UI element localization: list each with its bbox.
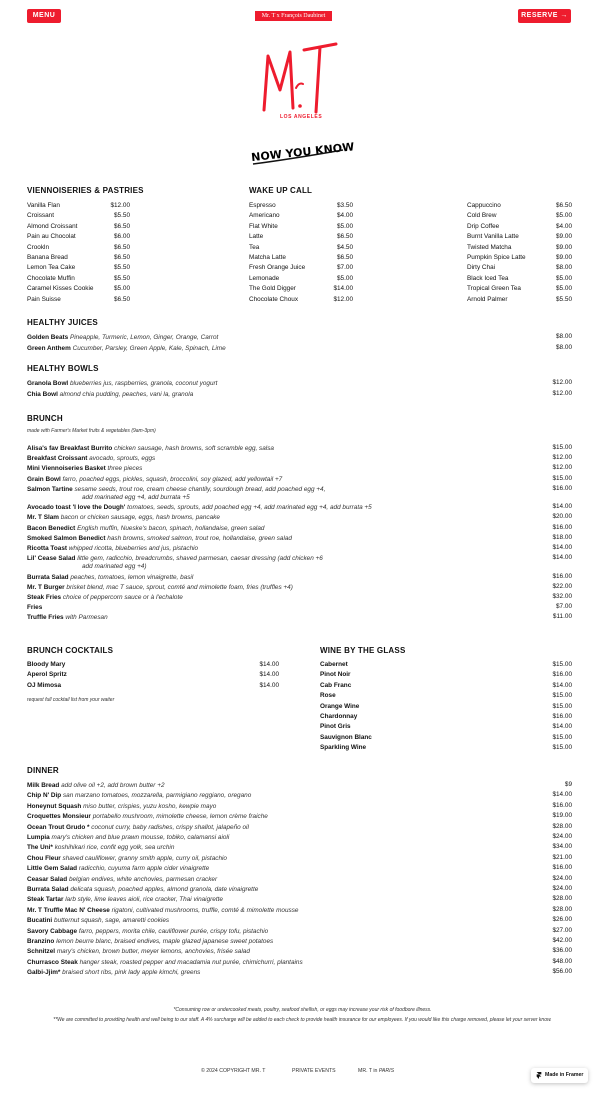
menu-item-price: $4.00 [556, 222, 572, 230]
menu-item-name: Lumpia [27, 834, 50, 841]
top-bar [0, 9, 600, 25]
menu-item-price: $5.00 [556, 285, 572, 293]
menu-item-description: peaches, tomatoes, lemon vinaigrette, basil [70, 573, 194, 581]
wine-title: WINE BY THE GLASS [320, 646, 406, 655]
menu-item-name: Schnitzel [27, 948, 56, 956]
menu-item-description: larb style, lime leaves aioli, rice cracker, Thai vinaigrette [65, 896, 223, 904]
menu-item [27, 875, 217, 885]
menu-item-price: $15.00 [552, 474, 572, 482]
menu-item [27, 454, 155, 464]
menu-item-price: $6.50 [114, 243, 130, 251]
menu-item-price: $24.00 [552, 833, 572, 840]
menu-item-name: Cappuccino [467, 202, 501, 209]
menu-item-price: $11.00 [552, 613, 572, 621]
menu-item-name: Green Anthem [27, 344, 71, 352]
menu-item-name: The Gold Digger [249, 285, 296, 293]
menu-item-price: $9 [564, 781, 572, 788]
juices-title: HEALTHY JUICES [27, 318, 98, 327]
dinner-title: DINNER [27, 766, 59, 775]
menu-item-name: Cabernet [320, 661, 348, 668]
menu-item-price: $5.00 [337, 274, 353, 282]
menu-item-price: $8.00 [556, 333, 572, 340]
menu-item-description: English muffin, Nueske's bacon, spinach, hollandaise, green salad [77, 524, 265, 532]
menu-item [27, 906, 298, 916]
menu-item-description: braised short ribs, pink lady apple kimchi, greens [62, 969, 201, 977]
menu-item-price: $5.50 [114, 212, 130, 220]
menu-item [27, 534, 292, 544]
menu-item-name: Churrasco Steak [27, 958, 78, 966]
menu-item-price: $6.50 [114, 254, 130, 261]
menu-item-name: Chocolate Choux [249, 295, 299, 303]
cocktails-note: request full cocktail list from your waiter [27, 697, 115, 703]
menu-item-price: $14.00 [552, 681, 572, 689]
menu-item [27, 812, 268, 822]
menu-item-price: $16.00 [552, 713, 572, 720]
menu-item-price: $22.00 [552, 582, 572, 590]
menu-item-price: $14.00 [552, 723, 572, 731]
menu-item-price: $20.00 [552, 513, 572, 521]
menu-item-description: delicata squash, poached apples, almond granola, date vinaigrette [70, 886, 259, 893]
menu-item [27, 513, 220, 523]
menu-item-name: Alisa's fav Breakfast Burrito [27, 445, 113, 452]
menu-item-name: Croissant [27, 212, 54, 220]
menu-item-description: belgian endives, white anchovies, parmesan cracker [68, 875, 218, 883]
menu-item-name: OJ Mimosa [27, 681, 62, 689]
menu-item-name: Honeynut Squash [27, 802, 82, 810]
menu-item-name: Chardonnay [320, 713, 358, 720]
cocktails-title: BRUNCH COCKTAILS [27, 646, 114, 655]
menu-item-price: $6.50 [114, 222, 130, 230]
menu-item-description: blueberries jus, raspberries, granola, coconut yogurt [69, 380, 218, 387]
menu-item-name: Golden Beats [27, 334, 69, 341]
menu-item-name: Almond Croissant [27, 222, 78, 230]
menu-item-description: tomatoes, seeds, sprouts, add poached egg +4, add marinated egg +4, add burrata +5 [127, 504, 372, 512]
menu-item-description: shaved cauliflower, granny smith apple, curry oil, pistachio [62, 854, 227, 862]
menu-item-price: $26.00 [552, 916, 572, 924]
menu-item-price: $14.00 [259, 681, 279, 689]
menu-item-price: $8.00 [556, 264, 572, 272]
menu-item-price: $24.00 [552, 885, 572, 892]
menu-item-name: Avocado toast 'I love the Dough' [27, 504, 126, 512]
menu-item [27, 379, 217, 389]
menu-item [27, 524, 264, 534]
menu-item-price: $24.00 [552, 874, 572, 882]
menu-item-name: Smoked Salmon Benedict [27, 534, 106, 542]
brunch-note: made with Farmer's Market fruits & vegetables (9am-3pm) [27, 428, 156, 434]
menu-item-name: Branzino [27, 938, 55, 945]
menu-item-name: Black Iced Tea [467, 274, 509, 282]
menu-item-name: Lemon Tea Cake [27, 264, 76, 272]
menu-item-name: Tea [249, 243, 260, 251]
menu-item-name: Lemonade [249, 274, 280, 282]
menu-item-name: Dirty Chai [467, 264, 496, 272]
paris-link[interactable]: MR. T in PARIS [358, 1068, 395, 1074]
menu-item-description: san marzano tomatoes, mozzarella, parmigiano reggiano, oregano [62, 792, 252, 800]
menu-item-name: Aperol Spritz [27, 671, 67, 679]
menu-item-name: Bacon Benedict [27, 524, 76, 532]
menu-item-description: farro, peppers, morita chile, cauliflower purée, crispy tofu, pistachio [78, 927, 269, 935]
menu-item-description: Pineapple, Turmeric, Lemon, Ginger, Orange, Carrot [69, 334, 219, 341]
menu-item-name: Salmon Tartine [27, 485, 73, 493]
menu-item-price: $6.50 [556, 202, 572, 209]
menu-item-name: Flat White [249, 222, 278, 230]
menu-item-name: Grain Bowl [27, 475, 61, 483]
menu-item [27, 854, 227, 864]
menu-item-price: $18.00 [552, 533, 572, 541]
menu-item-name: Drip Coffee [467, 222, 500, 230]
menu-item-description: little gem, radicchio, breadcrumbs, shaved parmesan, caesar dressing (add chicken +6 [77, 555, 323, 563]
menu-item-name: Granola Bowl [27, 380, 69, 387]
menu-item-price: $16.00 [552, 671, 572, 679]
menu-item-price: $16.00 [552, 801, 572, 809]
menu-item-price: $15.00 [552, 444, 572, 451]
menu-item-price: $15.00 [552, 744, 572, 752]
private-events-link[interactable]: PRIVATE EVENTS [292, 1068, 336, 1074]
menu-item-price: $12.00 [552, 379, 572, 386]
menu-item-description: chicken sausage, hash browns, soft scramble egg, salsa [114, 445, 274, 452]
menu-item-price: $14.00 [333, 285, 353, 293]
menu-item-price: $6.50 [337, 254, 353, 261]
menu-item-price: $9.00 [556, 233, 572, 241]
viennoiseries-title: VIENNOISERIES & PASTRIES [27, 186, 144, 195]
menu-item-name: Banana Bread [27, 254, 68, 261]
menu-item-name: Mini Viennoiseries Basket [27, 465, 106, 473]
menu-item-name: Mr. T Slam [27, 514, 59, 522]
tagline-now-you-know [245, 136, 355, 168]
menu-item-name: Breakfast Croissant [27, 455, 88, 463]
menu-item-name: Savory Cabbage [27, 927, 78, 935]
menu-item [27, 464, 142, 474]
menu-item [27, 937, 273, 947]
menu-item-price: $5.50 [556, 295, 572, 303]
menu-item-price: $5.00 [114, 285, 130, 293]
menu-item-description: farro, poached eggs, pickles, squash, broccolini, soy glazed, add yellowtail +7 [62, 475, 283, 483]
menu-item-name: Orange Wine [320, 702, 360, 710]
menu-item-price: $4.00 [337, 212, 353, 220]
menu-item-description: hash browns, smoked salmon, trout roe, hollandaise, green salad [107, 534, 292, 542]
menu-item-price: $5.00 [556, 212, 572, 220]
menu-item-description: koshihikari rice, confit egg yolk, sea urchin [54, 844, 175, 852]
menu-item-name: Steak Tartar [27, 896, 64, 904]
menu-item-price: $28.00 [552, 822, 572, 830]
menu-item-price: $48.00 [552, 957, 572, 965]
menu-item-price: $12.00 [333, 295, 353, 303]
collab-badge[interactable]: Mr. T x François Daubinet [255, 11, 332, 21]
menu-item-price: $12.00 [552, 464, 572, 472]
menu-item-price: $32.00 [552, 593, 572, 600]
menu-item-name: Cold Brew [467, 212, 497, 220]
menu-item [27, 823, 249, 833]
menu-item-name: Mr. T Truffle Mac N' Cheese [27, 906, 110, 914]
menu-item-description: almond chia pudding, peaches, vani la, granola [59, 390, 194, 398]
surcharge-note: **We are committed to providing health and well being to our staff. A 4% surcharge will be added to each check to provide health insurance for our employees. If you would like this charge removed, please let your server know. [53, 1017, 552, 1023]
menu-item-price: $5.00 [556, 274, 572, 282]
menu-item-price: $15.00 [552, 661, 572, 668]
menu-item-name: Crookln [27, 243, 50, 251]
menu-item-name: Bucatini [27, 917, 53, 925]
brunch-title: BRUNCH [27, 414, 63, 423]
menu-button[interactable]: MENU [27, 9, 61, 23]
menu-item [27, 554, 323, 564]
menu-item-name: Cab Franc [320, 681, 352, 689]
menu-item-name: Fries [27, 604, 43, 612]
menu-item-name: Pinot Noir [320, 671, 351, 679]
menu-item-price: $19.00 [552, 812, 572, 820]
menu-item-description: miso butter, crispies, yuzu kosho, kewpie mayo [83, 802, 217, 810]
menu-item-name: Chia Bowl [27, 390, 58, 398]
menu-item-name: Burrata Salad [27, 573, 69, 581]
menu-item-name: Rose [320, 692, 336, 700]
menu-item-price: $14.00 [259, 671, 279, 679]
menu-item [27, 603, 42, 613]
menu-item-name: Chou Fleur [27, 854, 61, 862]
menu-item-description-cont: add marinated egg +4, add burrata +5 [82, 494, 190, 501]
menu-item-name: Chip N' Dip [27, 792, 62, 800]
menu-item-price: $14.00 [552, 503, 572, 511]
menu-item-price: $12.00 [110, 202, 130, 209]
menu-item [27, 916, 169, 926]
menu-item-name: The Uni* [27, 844, 53, 852]
menu-item-price: $4.50 [337, 243, 353, 251]
menu-item-price: $6.50 [114, 295, 130, 303]
menu-item-description: avocado, sprouts, eggs [89, 455, 156, 463]
menu-item-name: Pinot Gris [320, 723, 351, 731]
menu-item [27, 344, 226, 354]
menu-item [27, 895, 223, 905]
menu-item [27, 864, 209, 874]
menu-item-name: Burnt Vanilla Latte [467, 233, 519, 241]
menu-item-description: coconut curry, baby radishes, crispy shallot, jalapeño oil [91, 823, 249, 831]
menu-item-price: $16.00 [552, 572, 572, 580]
menu-item-price: $16.00 [552, 864, 572, 872]
menu-item-description: butternut squash, sage, amaretti cookies [54, 917, 170, 925]
menu-item-name: Latte [249, 233, 264, 241]
menu-item-price: $7.00 [556, 603, 572, 611]
reserve-button[interactable]: RESERVE → [518, 9, 571, 23]
menu-item-price: $5.50 [114, 264, 130, 272]
menu-item [27, 958, 303, 968]
menu-item-name: Espresso [249, 202, 276, 209]
menu-item-description: sesame seeds, trout roe, cream cheese chantily, sourdough bread, add poached egg +4, [74, 485, 326, 493]
framer-icon [536, 1072, 542, 1079]
menu-item-description: add olive oil +2, add brown butter +2 [61, 782, 165, 789]
svg-text:NOW YOU KNOW: NOW YOU KNOW [250, 140, 355, 165]
menu-item-price: $14.00 [259, 661, 279, 668]
menu-item-price: $34.00 [552, 843, 572, 851]
menu-item-name: Truffle Fries [27, 614, 64, 622]
menu-item-price: $6.50 [337, 233, 353, 241]
menu-item-price: $15.00 [552, 702, 572, 710]
menu-item-description-cont: add marinated egg +4) [82, 563, 147, 571]
menu-item-name: Twisted Matcha [467, 243, 512, 251]
menu-item [27, 593, 183, 603]
menu-item [27, 475, 282, 485]
copyright: © 2024 COPYRIGHT MR. T [201, 1068, 266, 1074]
menu-item [27, 802, 216, 812]
menu-item-name: Mr. T Burger [27, 583, 65, 591]
menu-item-name: Sauvignon Blanc [320, 733, 372, 741]
logo-subtitle: LOS ANGELES [280, 114, 323, 120]
menu-item [27, 968, 200, 978]
menu-item-description: brisket blend, mac T sauce, sprout, comté and mimolette foam, fries (truffles +4) [66, 583, 293, 591]
menu-item-price: $15.00 [552, 733, 572, 741]
menu-item-price: $8.00 [556, 343, 572, 351]
menu-item-price: $5.50 [114, 274, 130, 282]
menu-item-name: Bloody Mary [27, 661, 66, 668]
menu-item [27, 885, 258, 895]
menu-item-price: $15.00 [552, 692, 572, 700]
menu-item-description: whipped ricotta, blueberries and jus, pistachio [68, 545, 199, 552]
menu-item-price: $9.00 [556, 254, 572, 261]
menu-item-price: $3.50 [337, 202, 353, 209]
menu-item-name: Burrata Salad [27, 886, 69, 893]
menu-item-name: Arnold Palmer [467, 295, 508, 303]
menu-item-name: Tropical Green Tea [467, 285, 521, 293]
menu-item-description: hanger steak, roasted pepper and macadamia nut purée, chimichurri, plantains [79, 958, 303, 966]
menu-item [27, 781, 165, 791]
menu-item-price: $9.00 [556, 243, 572, 251]
menu-item-name: Americano [249, 212, 280, 220]
wakeup-title: WAKE UP CALL [249, 186, 313, 195]
menu-item [27, 573, 193, 583]
menu-item [27, 333, 218, 343]
menu-item [27, 583, 293, 593]
menu-item-price: $14.00 [552, 544, 572, 551]
menu-item-name: Ricotta Toast [27, 545, 68, 552]
menu-item [27, 613, 108, 623]
menu-item-description: radicchio, cuyuma farm apple cider vinaigrette [78, 865, 210, 873]
menu-item-price: $21.00 [552, 853, 572, 861]
menu-item-name: Ocean Trout Grudo * [27, 823, 90, 831]
menu-item-price: $27.00 [552, 926, 572, 934]
menu-item-name: Vanilla Flan [27, 202, 60, 209]
bowls-title: HEALTHY BOWLS [27, 364, 99, 373]
menu-item-description: mary's chicken, brown butter, meyer lemons, anchovies, frisée salad [56, 948, 250, 956]
menu-item [27, 843, 174, 853]
mr-t-logo [250, 38, 350, 118]
raw-food-note: *Consuming row or undercooked meats, poultry, seafood shellish, or eggs may increase your risk of foodbore illness. [173, 1007, 432, 1013]
menu-item-name: Ceasar Salad [27, 875, 68, 883]
menu-item-description: with Parmesan [65, 614, 108, 622]
menu-item-description: three pieces [107, 465, 143, 473]
menu-item-price: $16.00 [552, 484, 572, 492]
menu-item-name: Pain Suisse [27, 295, 61, 303]
menu-item [27, 927, 268, 937]
made-in-framer-badge[interactable]: Made in Framer [531, 1068, 588, 1083]
menu-item-name: Fresh Orange Juice [249, 264, 306, 272]
menu-item-name: Little Gem Salad [27, 865, 78, 873]
menu-item [27, 947, 250, 957]
menu-item-price: $14.00 [552, 554, 572, 562]
menu-item-description: lemon beurre blanc, braised endives, maple glazed japanese sweet potatoes [56, 938, 274, 945]
menu-item-price: $56.00 [552, 968, 572, 976]
menu-item-description: choice of peppercorn sauce or à l'echalote [62, 594, 183, 601]
menu-item-price: $42.00 [552, 937, 572, 944]
menu-item-price: $12.00 [552, 454, 572, 462]
menu-item [27, 791, 251, 801]
menu-item-price: $16.00 [552, 523, 572, 531]
menu-item-name: Sparkling Wine [320, 744, 367, 752]
menu-item-price: $7.00 [337, 264, 353, 272]
menu-item-name: Caramel Kisses Cookie [27, 285, 94, 293]
menu-item [27, 833, 229, 843]
menu-item-price: $12.00 [552, 389, 572, 397]
menu-item [27, 503, 372, 513]
menu-item-name: Croquettes Monsieur [27, 813, 91, 821]
menu-item-price: $6.00 [114, 233, 130, 241]
menu-item-name: Milk Bread [27, 782, 60, 789]
menu-item-name: Lil' Cease Salad [27, 555, 76, 563]
menu-item-name: Pain au Chocolat [27, 233, 76, 241]
menu-item-price: $28.00 [552, 895, 572, 903]
menu-item-price: $14.00 [552, 791, 572, 799]
menu-item-name: Steak Fries [27, 594, 62, 601]
menu-item-name: Chocolate Muffin [27, 274, 75, 282]
menu-item-name: Matcha Latte [249, 254, 286, 261]
menu-item [27, 390, 193, 400]
menu-item-name: Galbi-Jjim* [27, 969, 61, 977]
menu-item [27, 544, 198, 554]
menu-item-price: $5.00 [337, 222, 353, 230]
menu-item [27, 444, 274, 454]
menu-item-price: $28.00 [552, 905, 572, 913]
menu-item-description: bacon or chicken sausage, eggs, hash browns, pancake [60, 514, 220, 522]
menu-item-description: portabello mushroom, mimolette cheese, lemon crème fraiche [92, 813, 268, 821]
menu-item-price: $36.00 [552, 947, 572, 955]
menu-item-description: mary's chicken and blue prawn mousse, tobiko, calamansi aioli [51, 834, 230, 841]
menu-item-description: rigatoni, cultivated mushrooms, truffle, comté & mimolette mousse [111, 906, 299, 914]
menu-item-name: Pumpkin Spice Latte [467, 254, 526, 261]
menu-item-description: Cucumber, Parsley, Green Apple, Kale, Spinach, Lime [72, 344, 226, 352]
